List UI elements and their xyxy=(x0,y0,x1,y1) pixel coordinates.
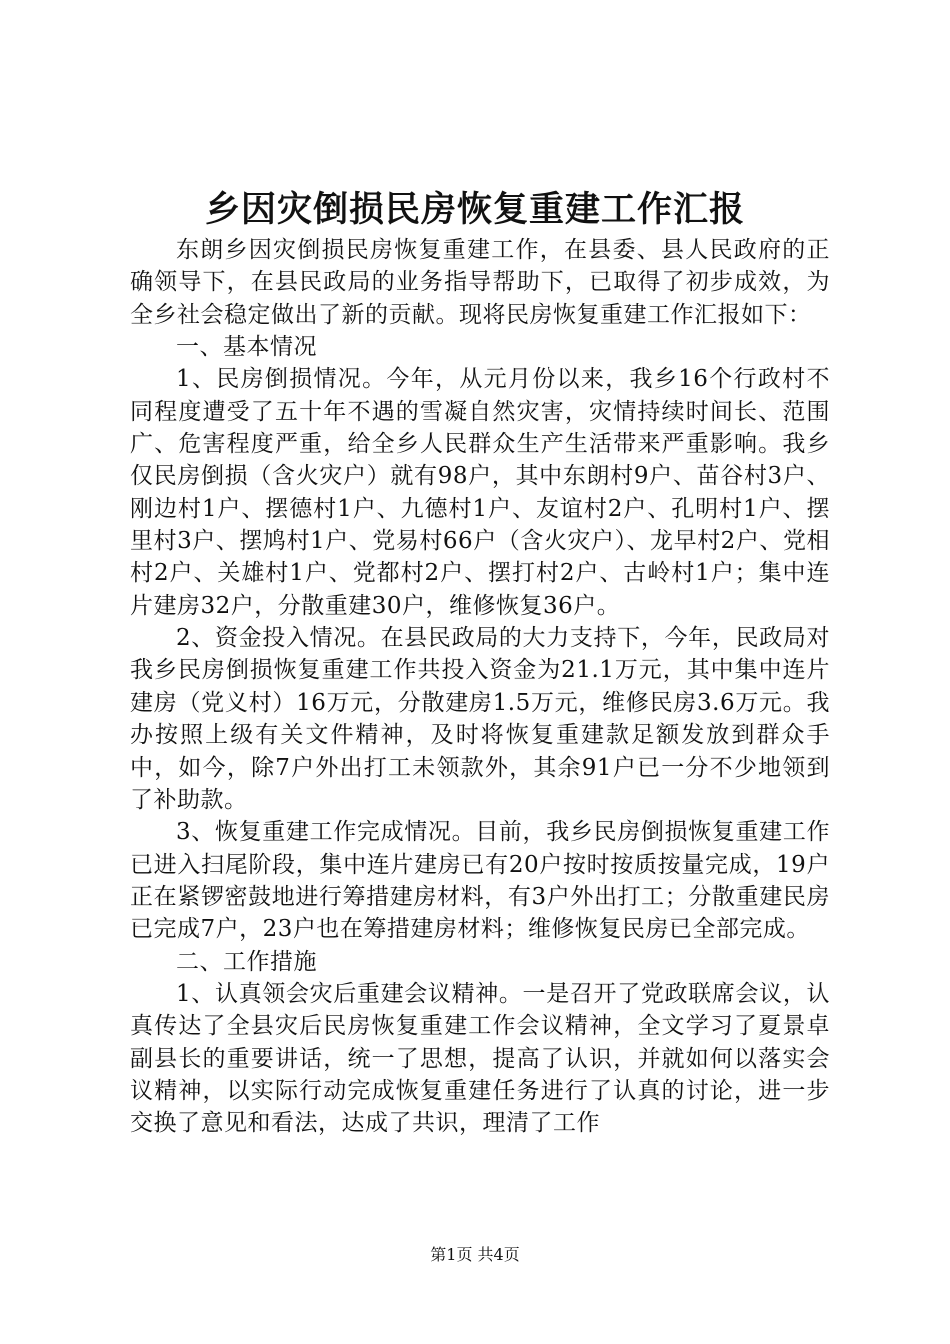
paragraph-house-damage: 1、民房倒损情况。今年，从元月份以来，我乡16个行政村不同程度遭受了五十年不遇的雪凝自然灾害，灾情持续时间长、范围广、危害程度严重，给全乡人民群众生产生活带来严重影响。我乡仅民房倒损（含火灾户）就有98户，其中东朗村9户、苗谷村3户、刚边村1户、摆德村1户、九德村1户、友谊村2户、孔明村1户、摆里村3户、摆鸠村1户、党易村66户（含火灾户）、龙早村2户、党相村2户、关雄村1户、党都村2户、摆打村2户、古岭村1户；集中连片建房32户，分散重建30户，维修恢复36户。 xyxy=(130,366,830,619)
paragraph-meeting-spirit: 1、认真领会灾后重建会议精神。一是召开了党政联席会议，认真传达了全县灾后民房恢复重建工作会议精神，全文学习了夏景卓副县长的重要讲话，统一了思想，提高了认识，并就如何以落实会议精神，以实际行动完成恢复重建任务进行了认真的讨论，进一步交换了意见和看法，达成了共识，理清了工作 xyxy=(130,980,830,1137)
heading-work-measures: 二、工作措施 xyxy=(176,948,317,975)
paragraph-reconstruction-progress: 3、恢复重建工作完成情况。目前，我乡民房倒损恢复重建工作已进入扫尾阶段，集中连片建房已有20户按时按质按量完成，19户正在紧锣密鼓地进行筹措建房材料，有3户外出打工；分散重建民房已完成7户，23户也在筹措建房材料；维修恢复民房已全部完成。 xyxy=(130,819,830,943)
document-title: 乡因灾倒损民房恢复重建工作汇报 xyxy=(204,189,745,230)
page-number-footer: 第1页 共4页 xyxy=(430,1245,520,1264)
heading-basic-situation: 一、基本情况 xyxy=(176,334,317,361)
document-body xyxy=(130,234,830,1140)
paragraph-intro: 东朗乡因灾倒损民房恢复重建工作，在县委、县人民政府的正确领导下，在县民政局的业务指导帮助下，已取得了初步成效，为全乡社会稳定做出了新的贡献。现将民房恢复重建工作汇报如下： xyxy=(130,237,830,328)
paragraph-funding: 2、资金投入情况。在县民政局的大力支持下，今年，民政局对我乡民房倒损恢复重建工作共投入资金为21.1万元，其中集中连片建房（党义村）16万元，分散建房1.5万元，维修民房3.6万元。我办按照上级有关文件精神，及时将恢复重建款足额发放到群众手中，如今，除7户外出打工未领款外，其余91户已一分不少地领到了补助款。 xyxy=(130,625,830,813)
